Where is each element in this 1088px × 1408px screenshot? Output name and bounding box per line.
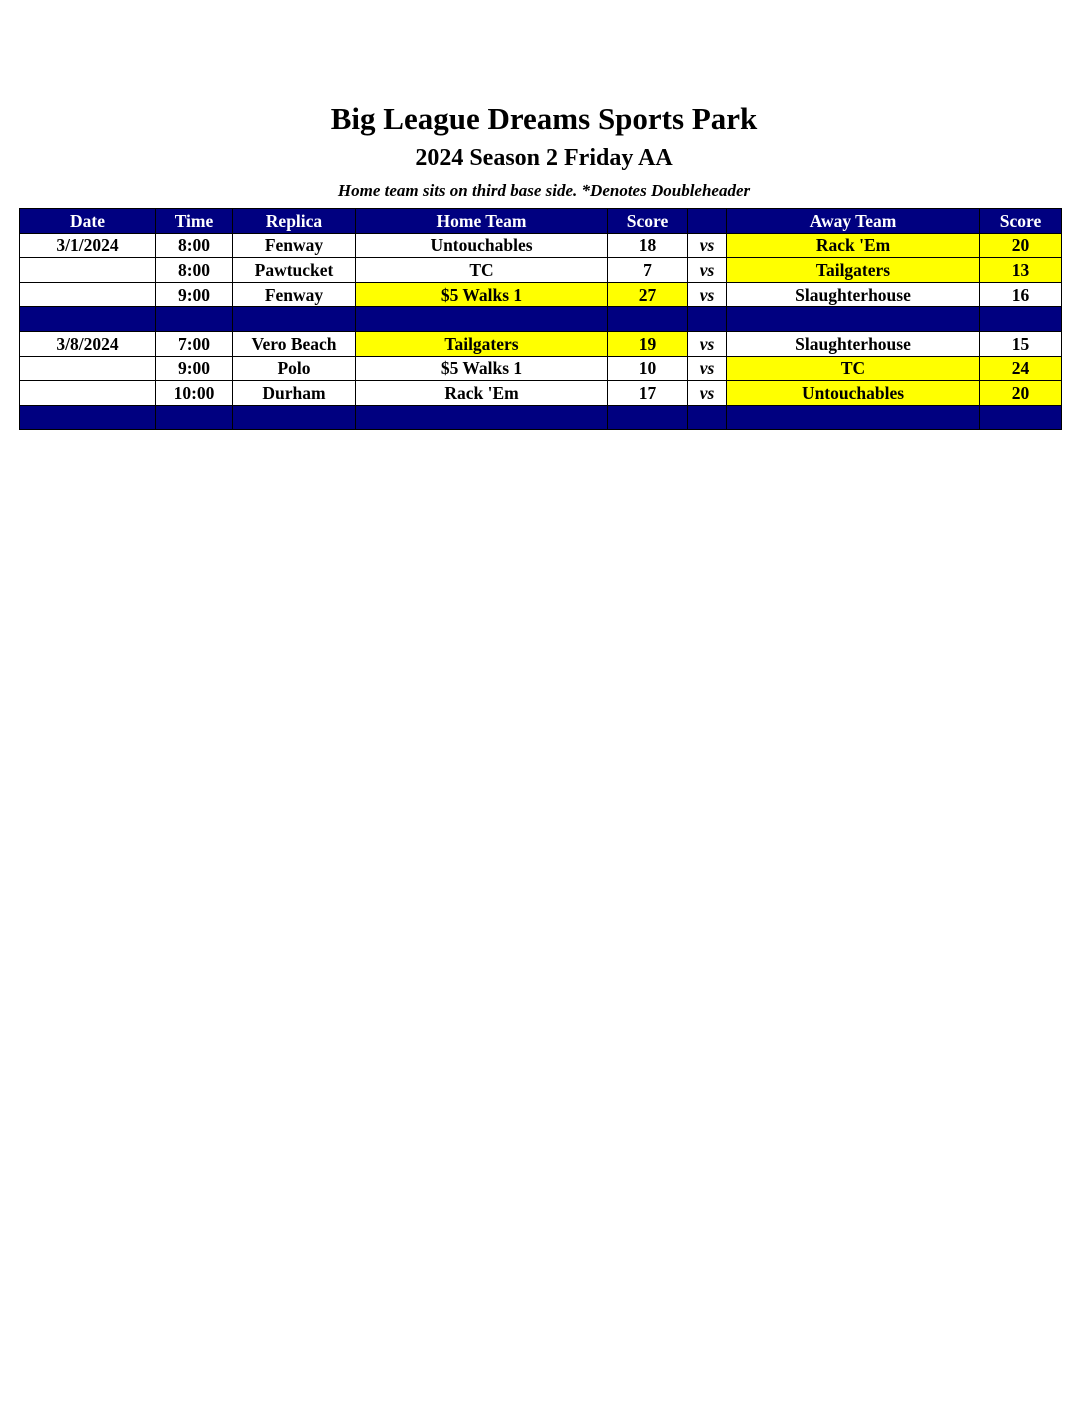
separator-cell: [688, 307, 727, 332]
cell-away-team: TC: [727, 356, 980, 381]
page-subtitle: 2024 Season 2 Friday AA: [415, 145, 673, 171]
cell-time: 10:00: [156, 381, 233, 406]
cell-replica: Fenway: [233, 282, 356, 307]
cell-home-score: 18: [608, 233, 688, 258]
cell-time: 9:00: [156, 282, 233, 307]
table-row: [20, 233, 1062, 258]
column-header-home-team: Home Team: [356, 209, 608, 234]
cell-away-score: 24: [980, 356, 1062, 381]
cell-home-team: Rack 'Em: [356, 381, 608, 406]
column-header-away-team: Away Team: [727, 209, 980, 234]
cell-replica: Polo: [233, 356, 356, 381]
table-row: [20, 381, 1062, 406]
separator-cell: [356, 307, 608, 332]
separator-cell: [688, 405, 727, 430]
cell-away-team: Slaughterhouse: [727, 282, 980, 307]
cell-date: 3/1/2024: [20, 233, 156, 258]
column-header-date: Date: [20, 209, 156, 234]
cell-away-score: 20: [980, 233, 1062, 258]
cell-replica: Durham: [233, 381, 356, 406]
separator-cell: [980, 405, 1062, 430]
cell-home-team: Tailgaters: [356, 331, 608, 356]
cell-home-team: TC: [356, 258, 608, 283]
cell-home-team: Untouchables: [356, 233, 608, 258]
cell-date: 3/8/2024: [20, 331, 156, 356]
cell-vs: vs: [688, 331, 727, 356]
cell-away-score: 13: [980, 258, 1062, 283]
cell-home-score: 27: [608, 282, 688, 307]
cell-home-score: 19: [608, 331, 688, 356]
cell-time: 8:00: [156, 258, 233, 283]
cell-away-team: Rack 'Em: [727, 233, 980, 258]
cell-vs: vs: [688, 258, 727, 283]
column-header-time: Time: [156, 209, 233, 234]
cell-away-score: 20: [980, 381, 1062, 406]
separator-cell: [156, 307, 233, 332]
separator-cell: [608, 405, 688, 430]
table-row: [20, 282, 1062, 307]
cell-replica: Vero Beach: [233, 331, 356, 356]
cell-vs: vs: [688, 233, 727, 258]
cell-away-team: Tailgaters: [727, 258, 980, 283]
table-row: [20, 356, 1062, 381]
cell-away-score: 15: [980, 331, 1062, 356]
cell-date: [20, 356, 156, 381]
column-header-away-score: Score: [980, 209, 1062, 234]
column-header-vs: [688, 209, 727, 234]
cell-date: [20, 258, 156, 283]
cell-date: [20, 282, 156, 307]
cell-home-team: $5 Walks 1: [356, 282, 608, 307]
cell-home-score: 10: [608, 356, 688, 381]
separator-cell: [233, 307, 356, 332]
separator-cell: [156, 405, 233, 430]
cell-time: 9:00: [156, 356, 233, 381]
separator-cell: [233, 405, 356, 430]
page-title: Big League Dreams Sports Park: [330, 101, 758, 136]
cell-home-score: 17: [608, 381, 688, 406]
cell-away-team: Untouchables: [727, 381, 980, 406]
cell-away-team: Slaughterhouse: [727, 331, 980, 356]
table-row: [20, 331, 1062, 356]
table-row: [20, 258, 1062, 283]
separator-cell: [20, 405, 156, 430]
table-header-row: [20, 209, 1062, 234]
cell-time: 7:00: [156, 331, 233, 356]
separator-cell: [727, 405, 980, 430]
cell-vs: vs: [688, 282, 727, 307]
separator-cell: [356, 405, 608, 430]
separator-cell: [727, 307, 980, 332]
cell-vs: vs: [688, 381, 727, 406]
schedule-table: [19, 208, 1062, 430]
cell-home-team: $5 Walks 1: [356, 356, 608, 381]
column-header-home-score: Score: [608, 209, 688, 234]
separator-cell: [20, 307, 156, 332]
cell-replica: Pawtucket: [233, 258, 356, 283]
separator-cell: [608, 307, 688, 332]
separator-row: [20, 307, 1062, 332]
cell-away-score: 16: [980, 282, 1062, 307]
separator-row: [20, 405, 1062, 430]
cell-date: [20, 381, 156, 406]
cell-time: 8:00: [156, 233, 233, 258]
cell-vs: vs: [688, 356, 727, 381]
column-header-replica: Replica: [233, 209, 356, 234]
cell-home-score: 7: [608, 258, 688, 283]
separator-cell: [980, 307, 1062, 332]
page-note: Home team sits on third base side. *Denotes Doubleheader: [337, 181, 751, 200]
cell-replica: Fenway: [233, 233, 356, 258]
